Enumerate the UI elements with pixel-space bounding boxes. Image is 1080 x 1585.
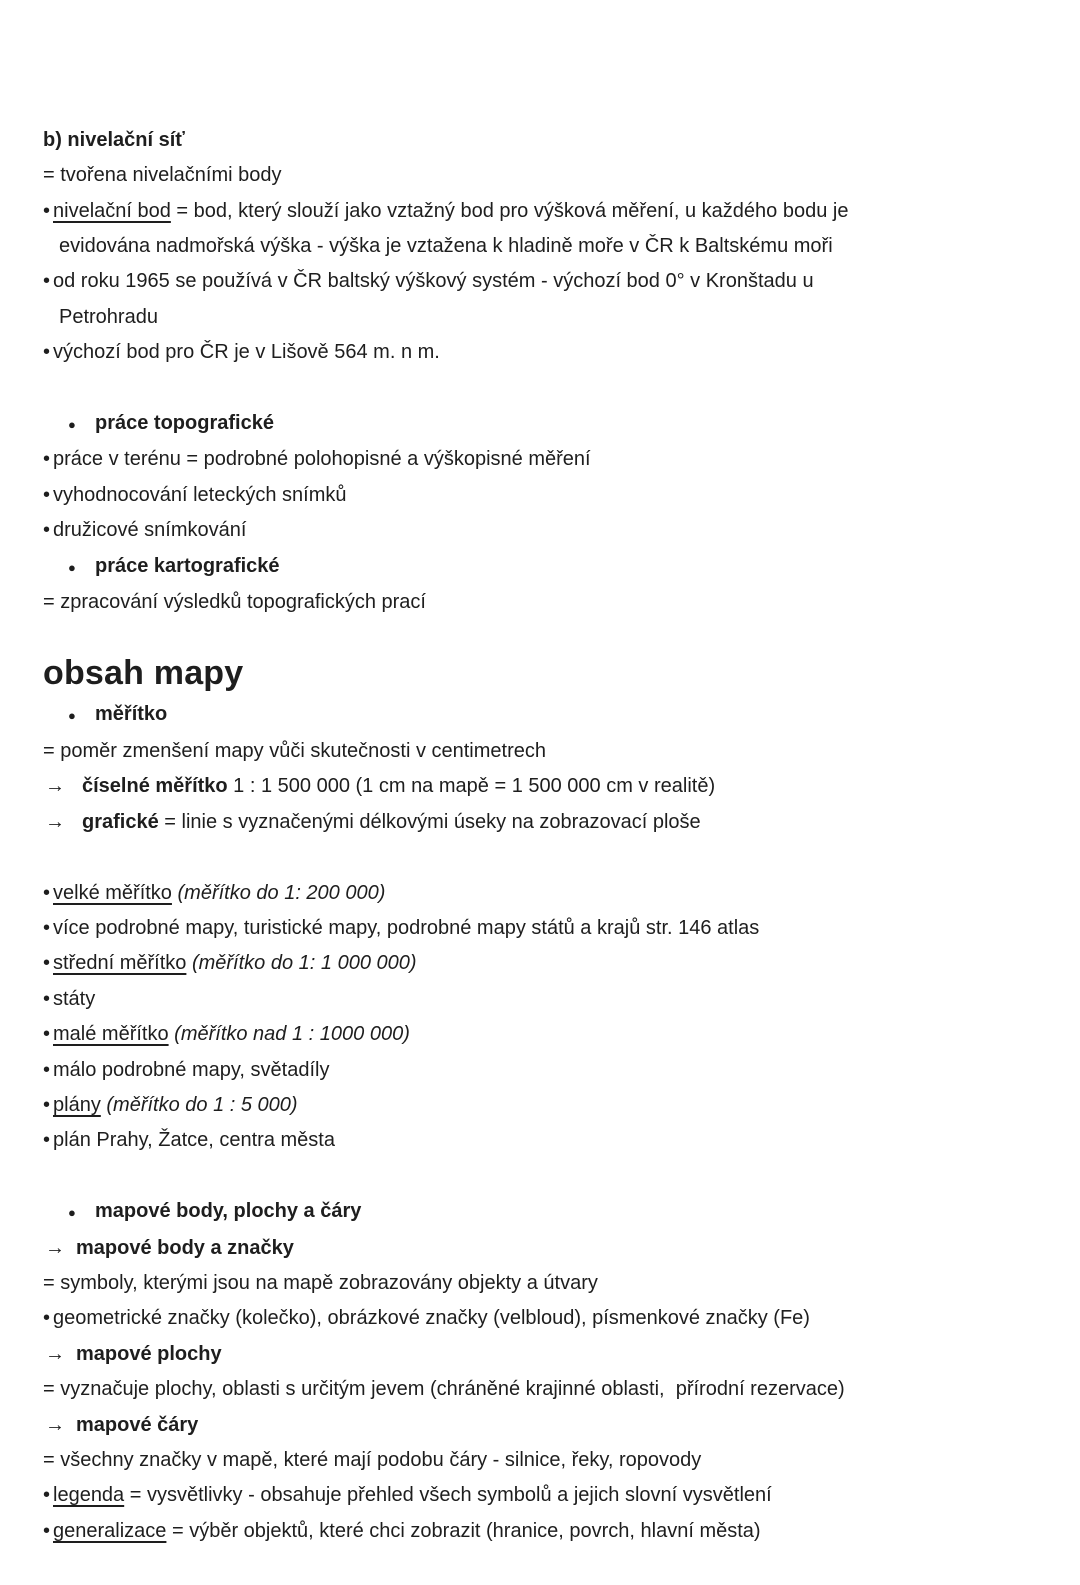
arrow-heading [43, 1408, 1042, 1443]
bullet-icon: • [43, 916, 51, 939]
bullet-icon: • [43, 1519, 51, 1542]
text-segment: generalizace [53, 1519, 167, 1542]
bullet-icon: • [43, 1129, 51, 1152]
arrow-icon: → [45, 1236, 65, 1259]
paragraph-line [43, 1372, 1042, 1407]
subheading [43, 123, 1042, 158]
text-segment: plán Prahy, Žatce, centra města [53, 1129, 335, 1152]
text-segment: obsah mapy [43, 654, 244, 693]
disc-icon: ● [68, 417, 76, 433]
text-segment: (měřítko do 1 : 5 000) [106, 1093, 298, 1116]
bullet-item [43, 1053, 1042, 1088]
bullet-item [43, 876, 1042, 911]
text-segment: = všechny značky v mapě, které mají podobu čáry - silnice, řeky, ropovody [43, 1448, 702, 1471]
text-segment: málo podrobné mapy, světadíly [53, 1058, 330, 1081]
disc-icon: ● [68, 1205, 76, 1221]
text-segment: grafické [82, 810, 159, 833]
arrow-heading [43, 1337, 1042, 1372]
bullet-item-continuation [43, 229, 1042, 264]
bullet-item [43, 982, 1042, 1017]
spacer [43, 840, 1042, 875]
bullet-item [43, 442, 1042, 477]
text-segment: legenda [53, 1484, 125, 1507]
text-segment: = bod, který slouží jako vztažný bod pro výšková měření, u každého bodu je [170, 199, 849, 222]
text-segment: práce topografické [95, 412, 274, 435]
text-segment: mapové body, plochy a čáry [95, 1200, 362, 1223]
document-body [43, 123, 1042, 1549]
bullet-item-continuation [43, 300, 1042, 335]
bullet-icon: • [43, 881, 51, 904]
disc-item [43, 697, 1042, 733]
text-segment: střední měřítko [53, 952, 187, 975]
text-segment: státy [53, 987, 96, 1010]
arrow-icon: → [45, 1413, 65, 1436]
text-segment: mapové body a značky [76, 1236, 294, 1259]
text-segment: 1 : 1 500 000 (1 cm na mapě = 1 500 000 cm v realitě) [227, 775, 716, 798]
text-segment: = linie s vyznačenými délkovými úseky na zobrazovací ploše [158, 810, 701, 833]
text-segment: = vysvětlivky - obsahuje přehled všech symbolů a jejich slovní vysvětlení [124, 1484, 772, 1507]
text-segment: (měřítko do 1: 1 000 000) [191, 952, 417, 975]
text-segment: = poměr zmenšení mapy vůči skutečnosti v centimetrech [43, 739, 546, 762]
disc-item [43, 406, 1042, 442]
bullet-item [43, 1017, 1042, 1052]
bullet-icon: • [43, 448, 51, 471]
bullet-item [43, 1514, 1042, 1549]
text-segment: vyhodnocování leteckých snímků [53, 483, 347, 506]
bullet-icon: • [43, 1058, 51, 1081]
text-segment: plány [53, 1093, 101, 1116]
arrow-icon: → [45, 810, 65, 833]
disc-icon: ● [68, 708, 76, 724]
paragraph-line [43, 1266, 1042, 1301]
disc-item [43, 549, 1042, 585]
text-segment: = zpracování výsledků topografických prací [43, 591, 426, 614]
text-segment: evidována nadmořská výška - výška je vztažena k hladině moře v ČR k Baltskému moři [59, 235, 833, 258]
bullet-item [43, 264, 1042, 299]
bullet-icon: • [43, 519, 51, 542]
bullet-item [43, 911, 1042, 946]
text-segment: (měřítko do 1: 200 000) [177, 881, 386, 904]
bullet-item [43, 1088, 1042, 1123]
spacer [43, 371, 1042, 406]
text-segment: více podrobné mapy, turistické mapy, podrobné mapy států a krajů str. 146 atlas [53, 916, 760, 939]
text-segment: (měřítko nad 1 : 1000 000) [174, 1023, 410, 1046]
bullet-icon: • [43, 1093, 51, 1116]
text-segment: geometrické značky (kolečko), obrázkové značky (velbloud), písmenkové značky (Fe) [53, 1307, 810, 1330]
bullet-item [43, 1123, 1042, 1158]
text-segment: = výběr objektů, které chci zobrazit (hranice, povrch, hlavní města) [166, 1519, 761, 1542]
bullet-icon: • [43, 483, 51, 506]
arrow-item [43, 805, 1042, 840]
bullet-icon: • [43, 1484, 51, 1507]
text-segment: b) nivelační síť [43, 128, 185, 151]
arrow-heading [43, 1231, 1042, 1266]
text-segment: číselné měřítko [82, 775, 228, 798]
bullet-item [43, 513, 1042, 548]
text-segment: = tvořena nivelačními body [43, 164, 282, 187]
bullet-icon: • [43, 341, 51, 364]
bullet-icon: • [43, 270, 51, 293]
bullet-item [43, 1301, 1042, 1336]
bullet-item [43, 335, 1042, 370]
text-segment: mapové čáry [76, 1413, 199, 1436]
arrow-icon: → [45, 775, 65, 798]
arrow-item [43, 769, 1042, 804]
text-segment: = vyznačuje plochy, oblasti s určitým jevem (chráněné krajinné oblasti, přírodní rezervace) [43, 1378, 845, 1401]
spacer [43, 1159, 1042, 1194]
text-segment: práce kartografické [95, 554, 280, 577]
bullet-icon: • [43, 1307, 51, 1330]
arrow-icon: → [45, 1342, 65, 1365]
paragraph-line [43, 1443, 1042, 1478]
text-segment: = symboly, kterými jsou na mapě zobrazovány objekty a útvary [43, 1271, 598, 1294]
text-segment: družicové snímkování [53, 519, 247, 542]
bullet-icon: • [43, 1023, 51, 1046]
text-segment: malé měřítko [53, 1023, 169, 1046]
bullet-item [43, 1478, 1042, 1513]
section-heading [43, 649, 1042, 697]
bullet-icon: • [43, 987, 51, 1010]
disc-item [43, 1194, 1042, 1230]
disc-icon: ● [68, 559, 76, 575]
bullet-item [43, 478, 1042, 513]
text-segment: mapové plochy [76, 1342, 222, 1365]
text-segment: výchozí bod pro ČR je v Lišově 564 m. n m. [53, 341, 440, 364]
text-segment: Petrohradu [59, 305, 158, 328]
paragraph-line [43, 158, 1042, 193]
bullet-icon: • [43, 952, 51, 975]
text-segment: od roku 1965 se používá v ČR baltský výškový systém - výchozí bod 0° v Kronštadu u [53, 270, 814, 293]
paragraph-line [43, 585, 1042, 620]
text-segment: měřítko [95, 703, 168, 726]
paragraph-line [43, 734, 1042, 769]
bullet-icon: • [43, 199, 51, 222]
bullet-item [43, 946, 1042, 981]
text-segment: velké měřítko [53, 881, 172, 904]
text-segment: práce v terénu = podrobné polohopisné a výškopisné měření [53, 448, 591, 471]
bullet-item [43, 194, 1042, 229]
text-segment: nivelační bod [53, 199, 171, 222]
